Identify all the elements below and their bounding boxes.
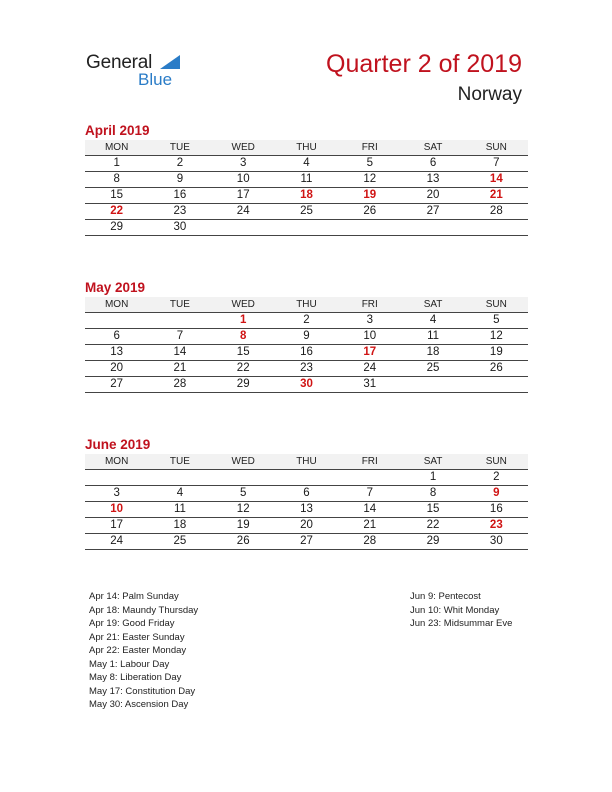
day-cell: 28 xyxy=(363,535,377,547)
week-row xyxy=(85,534,528,550)
holiday-entry: Jun 23: Midsummar Eve xyxy=(410,618,513,629)
holiday-day-cell: 19 xyxy=(363,189,377,201)
day-cell: 30 xyxy=(173,221,187,233)
day-cell xyxy=(275,470,338,485)
day-cell: 25 xyxy=(173,535,187,547)
day-cell: 23 xyxy=(300,362,313,374)
week-row xyxy=(85,361,528,377)
day-cell: 28 xyxy=(173,378,187,390)
day-cell: 20 xyxy=(110,362,124,374)
day-cell: 12 xyxy=(236,503,250,515)
weekday-header-row xyxy=(85,297,528,313)
holiday-day-cell: 23 xyxy=(489,519,503,531)
day-cell: 24 xyxy=(236,205,250,217)
day-cell: 6 xyxy=(429,157,437,169)
holiday-day-cell: 10 xyxy=(110,503,124,515)
day-cell: 24 xyxy=(363,362,377,374)
week-row xyxy=(85,188,528,204)
week-row xyxy=(85,313,528,329)
day-cell: 15 xyxy=(426,503,440,515)
logo-general-text: General xyxy=(86,52,153,73)
day-cell: 7 xyxy=(493,157,500,169)
day-cell: 4 xyxy=(429,314,437,326)
day-cell: 19 xyxy=(489,346,503,358)
holiday-entry: May 8: Liberation Day xyxy=(89,672,182,683)
day-cell: 15 xyxy=(110,189,124,201)
day-cell: 13 xyxy=(426,173,440,185)
month-calendar xyxy=(85,279,528,393)
day-cell: 20 xyxy=(300,519,313,531)
weekday-label: WED xyxy=(231,299,255,310)
day-cell: 29 xyxy=(110,221,124,233)
holiday-day-cell: 17 xyxy=(363,346,377,358)
day-cell: 4 xyxy=(176,487,184,499)
logo-triangle-icon xyxy=(160,55,180,69)
weekday-label: TUE xyxy=(169,142,190,153)
holiday-day-cell: 22 xyxy=(110,205,124,217)
week-row xyxy=(85,220,528,236)
day-cell: 26 xyxy=(363,205,377,217)
day-cell: 27 xyxy=(110,378,124,390)
day-cell xyxy=(148,470,211,485)
day-cell: 21 xyxy=(173,362,187,374)
holiday-entry: Apr 14: Palm Sunday xyxy=(89,591,179,602)
day-cell xyxy=(401,377,464,392)
day-cell: 16 xyxy=(173,189,187,201)
day-cell: 2 xyxy=(176,157,184,169)
weekday-label: TUE xyxy=(169,299,190,310)
weekday-label: THU xyxy=(296,142,317,153)
weekday-label: MON xyxy=(104,299,129,310)
day-cell: 11 xyxy=(427,330,440,342)
weekday-label: FRI xyxy=(361,142,378,153)
country-name: Norway xyxy=(457,84,522,105)
day-cell: 11 xyxy=(300,173,313,185)
day-cell: 18 xyxy=(426,346,440,358)
day-cell: 26 xyxy=(489,362,503,374)
day-cell: 14 xyxy=(173,346,187,358)
day-cell: 12 xyxy=(489,330,503,342)
day-cell: 27 xyxy=(426,205,440,217)
weekday-label: FRI xyxy=(361,456,378,467)
day-cell xyxy=(338,220,401,235)
day-cell: 25 xyxy=(300,205,313,217)
holiday-entry: May 1: Labour Day xyxy=(89,658,170,670)
day-cell: 3 xyxy=(366,314,373,326)
day-cell: 7 xyxy=(176,330,184,342)
month-calendar xyxy=(85,436,528,550)
day-cell xyxy=(85,470,148,485)
day-cell: 17 xyxy=(236,189,250,201)
month-title: April 2019 xyxy=(85,123,150,138)
holiday-day-cell: 21 xyxy=(489,189,503,201)
day-cell xyxy=(212,470,275,485)
day-cell: 8 xyxy=(429,487,437,499)
day-cell: 10 xyxy=(236,173,250,185)
holiday-day-cell: 8 xyxy=(240,330,247,342)
day-cell: 16 xyxy=(300,346,313,358)
weekday-header-row xyxy=(85,454,528,470)
weekday-label: SUN xyxy=(485,142,507,153)
generalblue-logo xyxy=(86,52,196,92)
day-cell: 29 xyxy=(426,535,440,547)
day-cell: 13 xyxy=(110,346,124,358)
month-title: May 2019 xyxy=(85,280,146,295)
holiday-list-left xyxy=(89,590,198,712)
holiday-day-cell: 9 xyxy=(493,487,500,499)
month-title: June 2019 xyxy=(85,437,151,452)
day-cell: 19 xyxy=(236,519,250,531)
holiday-entry: Apr 21: Easter Sunday xyxy=(89,631,185,643)
day-cell: 2 xyxy=(303,314,310,326)
day-cell: 18 xyxy=(173,519,187,531)
weekday-label: WED xyxy=(231,142,255,153)
weekday-label: FRI xyxy=(361,299,378,310)
weekday-label: THU xyxy=(296,456,317,467)
weekday-label: SAT xyxy=(423,299,443,310)
month-calendar xyxy=(85,122,528,236)
day-cell: 4 xyxy=(303,157,310,169)
day-cell xyxy=(465,377,528,392)
day-cell: 6 xyxy=(303,487,310,499)
weekday-label: THU xyxy=(296,299,317,310)
day-cell: 30 xyxy=(489,535,503,547)
day-cell: 7 xyxy=(366,487,373,499)
day-cell: 28 xyxy=(489,205,503,217)
week-row xyxy=(85,486,528,502)
day-cell: 9 xyxy=(176,173,184,185)
holiday-entry: May 17: Constitution Day xyxy=(89,685,196,697)
weekday-label: MON xyxy=(104,456,129,467)
day-cell: 16 xyxy=(489,503,503,515)
day-cell: 31 xyxy=(363,378,377,390)
day-cell: 5 xyxy=(366,157,373,169)
week-row xyxy=(85,345,528,361)
holiday-entry: May 30: Ascension Day xyxy=(89,699,189,710)
day-cell xyxy=(275,220,338,235)
day-cell: 10 xyxy=(363,330,377,342)
day-cell: 22 xyxy=(426,519,440,531)
holiday-day-cell: 30 xyxy=(300,378,313,390)
day-cell: 3 xyxy=(113,487,120,499)
page-title: Quarter 2 of 2019 xyxy=(326,50,522,78)
holiday-entry: Apr 22: Easter Monday xyxy=(89,645,187,656)
holiday-day-cell: 18 xyxy=(300,189,313,201)
day-cell: 5 xyxy=(493,314,500,326)
week-row xyxy=(85,172,528,188)
holiday-entry: Jun 10: Whit Monday xyxy=(410,604,500,616)
day-cell xyxy=(401,220,464,235)
weekday-label: WED xyxy=(231,456,255,467)
day-cell: 1 xyxy=(113,157,120,169)
day-cell: 29 xyxy=(236,378,250,390)
holiday-day-cell: 1 xyxy=(240,314,247,326)
week-row xyxy=(85,156,528,172)
week-row xyxy=(85,204,528,220)
day-cell: 14 xyxy=(363,503,377,515)
day-cell xyxy=(338,470,401,485)
day-cell: 15 xyxy=(236,346,250,358)
day-cell: 2 xyxy=(493,471,500,483)
week-row xyxy=(85,518,528,534)
day-cell: 27 xyxy=(300,535,313,547)
day-cell: 25 xyxy=(426,362,440,374)
weekday-label: TUE xyxy=(169,456,190,467)
day-cell: 3 xyxy=(240,157,247,169)
week-row xyxy=(85,377,528,393)
weekday-label: MON xyxy=(104,142,129,153)
week-row xyxy=(85,329,528,345)
day-cell: 20 xyxy=(426,189,440,201)
day-cell xyxy=(148,313,211,328)
holiday-entry: Apr 19: Good Friday xyxy=(89,618,175,629)
day-cell: 6 xyxy=(113,330,120,342)
holiday-entry: Apr 18: Maundy Thursday xyxy=(89,604,199,616)
day-cell: 11 xyxy=(173,503,186,515)
weekday-label: SUN xyxy=(485,299,507,310)
day-cell: 9 xyxy=(303,330,310,342)
day-cell: 5 xyxy=(240,487,247,499)
day-cell xyxy=(212,220,275,235)
day-cell: 26 xyxy=(236,535,250,547)
day-cell: 23 xyxy=(173,205,187,217)
weekday-label: SAT xyxy=(423,142,443,153)
day-cell xyxy=(465,220,528,235)
day-cell: 12 xyxy=(363,173,377,185)
weekday-header-row xyxy=(85,140,528,156)
holiday-entry: Jun 9: Pentecost xyxy=(410,591,481,602)
logo-blue-text: Blue xyxy=(138,70,173,89)
day-cell: 21 xyxy=(363,519,377,531)
week-row xyxy=(85,502,528,518)
weekday-label: SAT xyxy=(423,456,443,467)
day-cell: 13 xyxy=(300,503,313,515)
weekday-label: SUN xyxy=(485,456,507,467)
day-cell xyxy=(85,313,148,328)
holiday-day-cell: 14 xyxy=(489,173,503,185)
day-cell: 22 xyxy=(236,362,250,374)
holiday-list-right xyxy=(410,590,512,631)
day-cell: 8 xyxy=(113,173,120,185)
day-cell: 1 xyxy=(429,471,437,483)
day-cell: 24 xyxy=(110,535,124,547)
week-row xyxy=(85,470,528,486)
day-cell: 17 xyxy=(110,519,124,531)
